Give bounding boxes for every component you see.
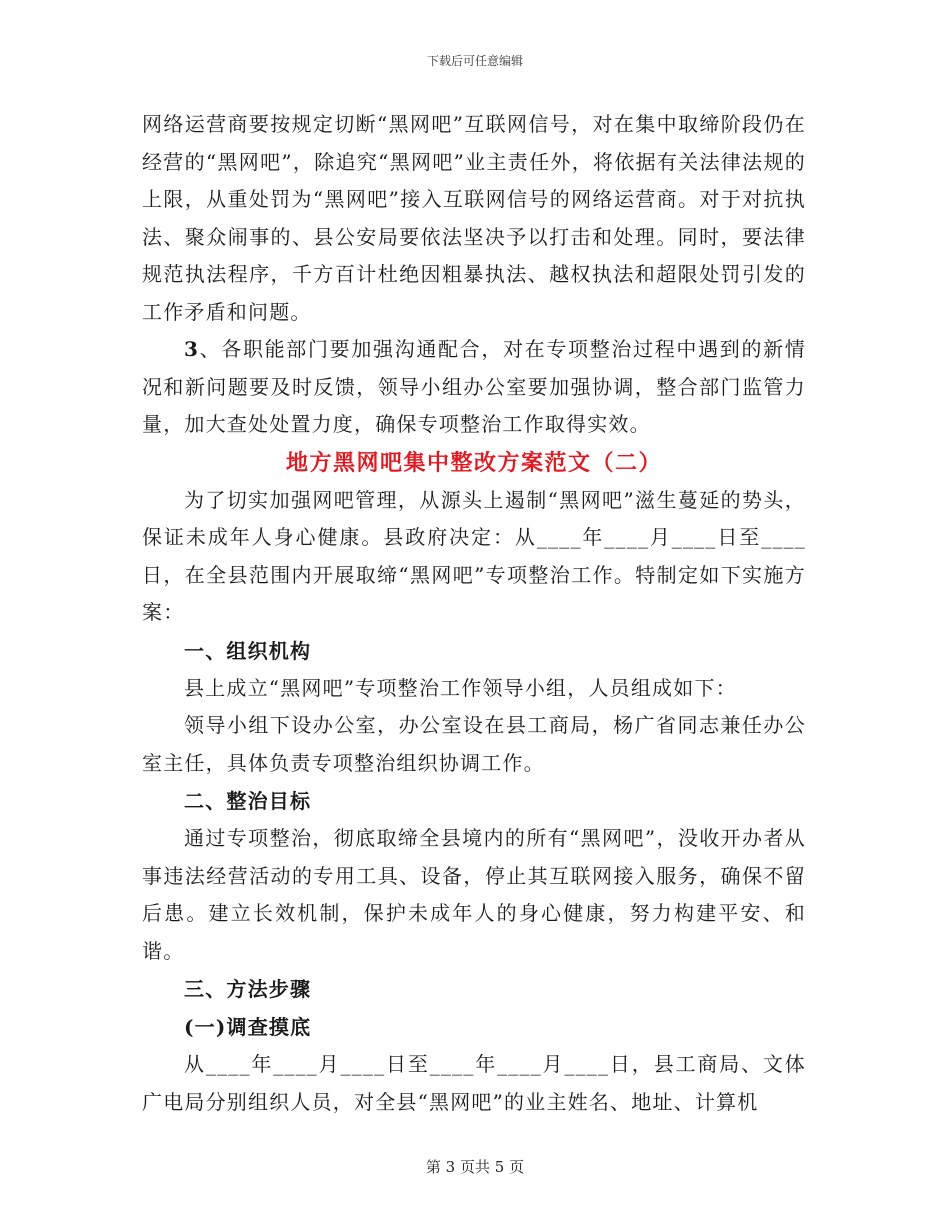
paragraph-4: 县上成立“黑网吧”专项整治工作领导小组，人员组成如下： (184, 675, 737, 700)
heading-survey: (一)调查摸底 (184, 1015, 312, 1039)
header-note: 下载后可任意编辑 (426, 54, 523, 68)
paragraph-5: 领导小组下设办公室，办公室设在县工商局，杨广省同志兼任办公室主任，具体负责专项整治组织协调工作。 (142, 713, 806, 775)
paragraph-6: 通过专项整治，彻底取缔全县境内的所有“黑网吧”，没收开办者从事违法经营活动的专用工具、设备，停止其互联网接入服务，确保不留后患。建立长效机制，保护未成年人的身心健康，努力构建平安、和谐。 (142, 826, 806, 963)
paragraph-2-text: 、各职能部门要加强沟通配合，对在专项整治过程中遇到的新情况和新问题要及时反馈，领导小组办公室要加强协调，整合部门监管力量，加大查处处置力度，确保专项整治工作取得实效。 (142, 337, 806, 436)
section-title: 地方黑网吧集中整改方案范文（二） (285, 449, 662, 476)
heading-organization: 一、组织机构 (184, 638, 312, 663)
paragraph-7: 从____年____月____日至____年____月____日，县工商局、文体广电局分别组织人员，对全县“黑网吧”的业主姓名、地址、计算机 (142, 1052, 806, 1114)
paragraph-3: 为了切实加强网吧管理，从源头上遏制“黑网吧”滋生蔓延的势头，保证未成年人身心健康。县政府决定：从____年____月____日至____日，在全县范围内开展取缔“黑网吧”专项整治工作。特制定如下实施方案： (142, 487, 806, 624)
item-number: 3 (184, 337, 200, 361)
document-body (142, 106, 806, 1121)
heading-goals: 二、整治目标 (184, 789, 312, 813)
heading-steps: 三、方法步骤 (184, 977, 312, 1001)
paragraph-2 (142, 331, 806, 444)
paragraph-1: 网络运营商要按规定切断“黑网吧”互联网信号，对在集中取缔阶段仍在经营的“黑网吧”，除追究“黑网吧”业主责任外，将依据有关法律法规的上限，从重处罚为“黑网吧”接入互联网信号的网络运营商。对于对抗执法、聚众闹事的、县公安局要依法坚决予以打击和处理。同时，要法律规范执法程序，千方百计杜绝因粗暴执法、越权执法和超限处罚引发的工作矛盾和问题。 (142, 112, 806, 324)
page-number: 第 3 页共 5 页 (425, 1158, 525, 1176)
